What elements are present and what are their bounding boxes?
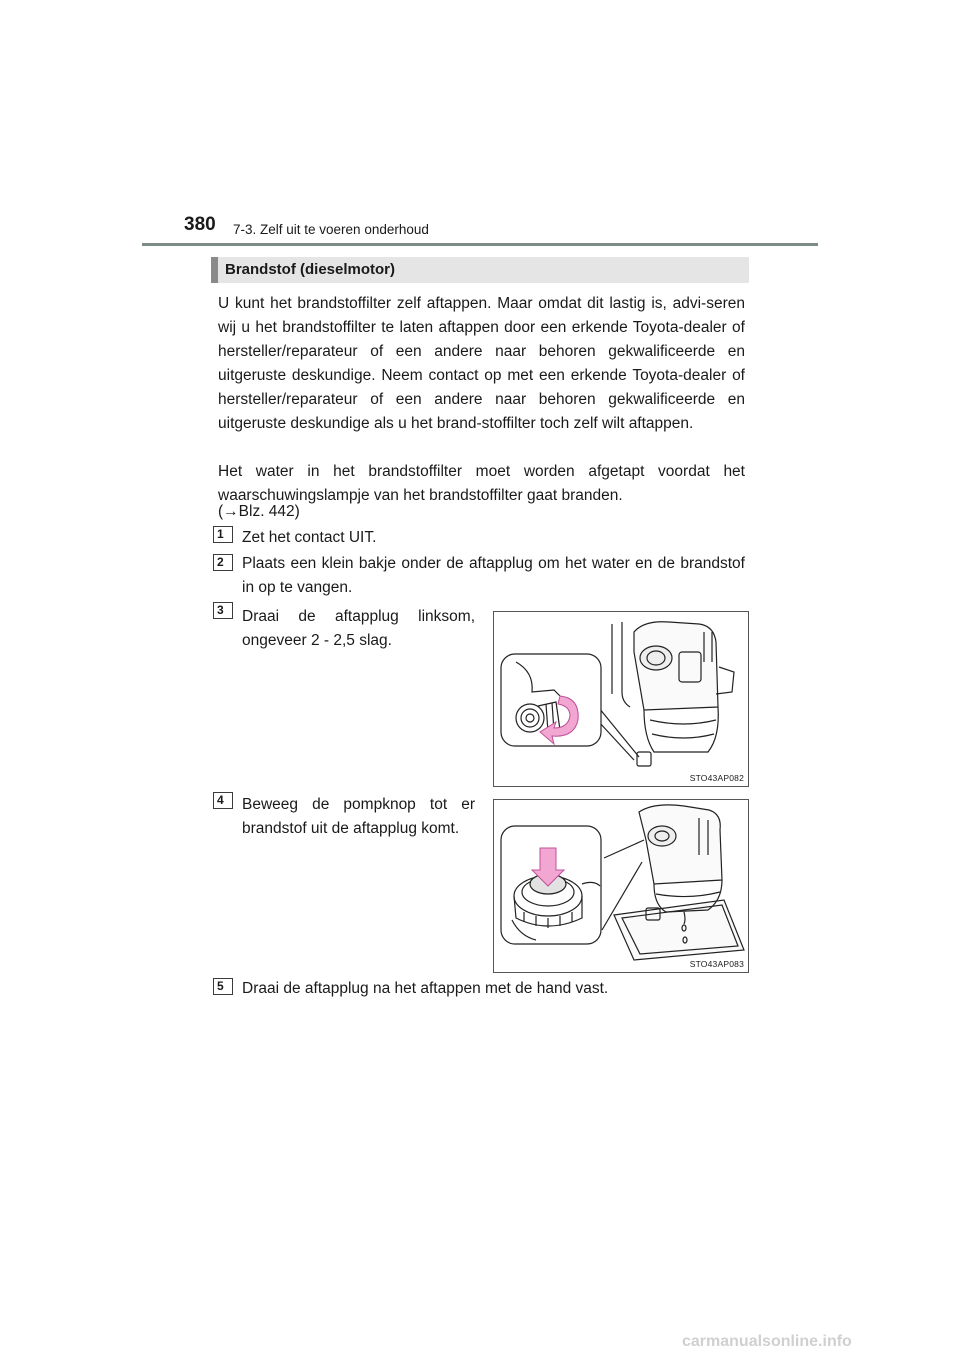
step-2-number: 2 [213,554,233,571]
figure-code: STO43AP082 [689,773,744,783]
page-number: 380 [184,214,216,235]
section-marker [211,257,218,283]
step-5-number: 5 [213,978,233,995]
step-1-text: Zet het contact UIT. [242,529,377,546]
step-5-text: Draai de aftapplug na het aftappen met de hand vast. [242,980,609,997]
step-1-number: 1 [213,526,233,543]
step-3-text: Draai de aftapplug linksom, ongeveer 2 - 2,5 slag. [242,608,475,649]
figure-priming-pump [493,799,749,973]
step-4-number: 4 [213,792,233,809]
intro-paragraph-1: U kunt het brandstoffilter zelf aftappen. Maar omdat dit lastig is, advi-seren wij u het brandstoffilter te laten aftappen door een erkende Toyota-dealer of hersteller/reparateur of een andere naar behoren gekwalificeerde en uitgeruste deskundige. Neem contact op met een erkende Toyota-dealer of hersteller/reparateur of een andere naar behoren gekwalificeerde en uitgeruste deskundige als u het brand-stoffilter toch zelf wilt aftappen. [218,295,745,432]
watermark: carmanualsonline.info [682,1333,852,1350]
section-heading [211,257,749,283]
step-4-text: Beweeg de pompknop tot er brandstof uit de aftapplug komt. [242,796,475,837]
step-2-text: Plaats een klein bakje onder de aftapplug om het water en de brandstof in op te vangen. [242,555,745,596]
intro-paragraph-2: Het water in het brandstoffilter moet worden afgetapt voordat het waarschuwingslampje van het brandstoffilter gaat branden. [218,463,745,504]
section-title: Brandstof (dieselmotor) [225,261,396,278]
step-3-number: 3 [213,602,233,619]
figure-drain-plug [493,611,749,787]
figure-code: STO43AP083 [689,959,744,969]
chapter-title: 7-3. Zelf uit te voeren onderhoud [233,222,429,237]
page-reference-link[interactable]: (→Blz. 442) [218,503,300,520]
header-rule [142,243,818,246]
